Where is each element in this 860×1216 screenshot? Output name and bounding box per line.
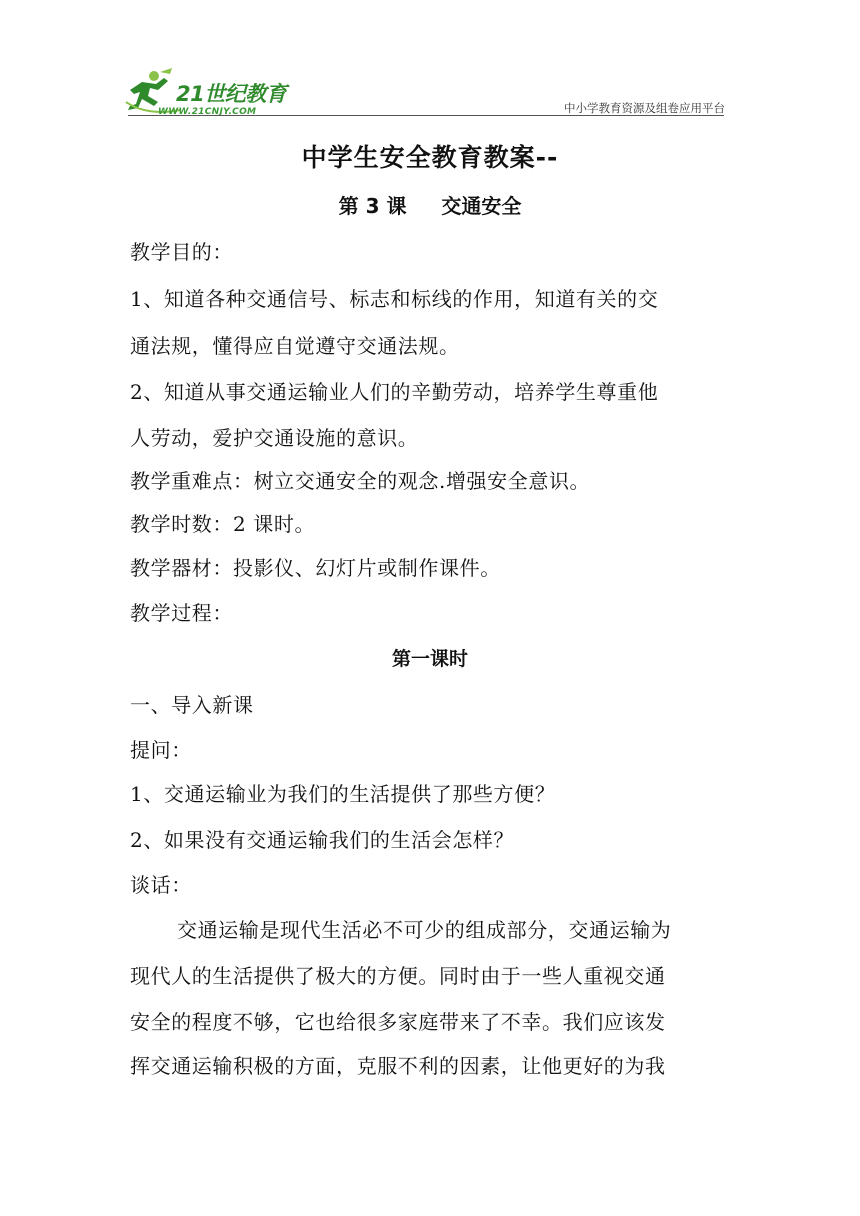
section-heading: 第一课时 [391,648,468,670]
logo-url: WWW.21CNJY.COM [158,107,257,117]
text-line: 提问： [130,738,192,762]
text-line: 谈话： [130,873,192,897]
platform-name: 中小学教育资源及组卷应用平台 [564,101,725,115]
text-line: 通法规，懂得应自觉遵守交通法规。 [130,334,460,358]
text-line: 2、如果没有交通运输我们的生活会怎样？ [130,828,515,852]
text-line: 1、交通运输业为我们的生活提供了那些方便？ [130,782,556,806]
text-line: 1、知道各种交通信号、标志和标线的作用，知道有关的交 [130,287,659,311]
logo-text: 21世纪教育 [176,82,287,106]
text-line: 教学目的： [130,240,233,264]
text-line: 一、导入新课 [130,693,254,717]
text-line: 安全的程度不够，它也给很多家庭带来了不幸。我们应该发 [130,1010,666,1034]
header-divider [128,115,724,116]
lesson-subtitle: 第 3 课 交通安全 [338,194,522,218]
text-line: 交通运输是现代生活必不可少的组成部分，交通运输为 [177,918,672,942]
text-line: 挥交通运输积极的方面，克服不利的因素，让他更好的为我 [130,1054,666,1078]
text-line: 教学重难点：树立交通安全的观念.增强安全意识。 [130,469,591,493]
text-line: 人劳动，爱护交通设施的意识。 [130,426,419,450]
text-line: 教学器材：投影仪、幻灯片或制作课件。 [130,556,501,580]
text-line: 现代人的生活提供了极大的方便。同时由于一些人重视交通 [130,964,666,988]
document-title: 中学生安全教育教案-- [301,143,559,172]
text-line: 2、知道从事交通运输业人们的辛勤劳动，培养学生尊重他 [130,380,659,404]
text-line: 教学过程： [130,601,233,625]
text-line: 教学时数：2 课时。 [130,512,316,536]
